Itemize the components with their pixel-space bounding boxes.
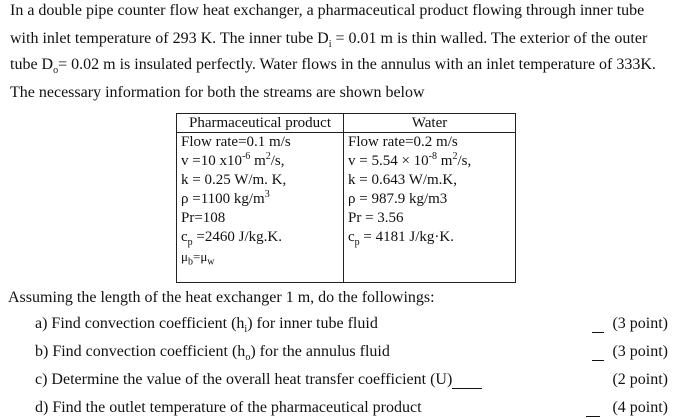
superscript: -6 (241, 151, 251, 162)
text: /s, (270, 153, 285, 169)
underline-mark (592, 360, 604, 361)
subscript: o (53, 65, 59, 77)
subscript: p (354, 237, 360, 248)
assumption-text: Assuming the length of the heat exchanger 1 m, do the followings: (8, 289, 435, 306)
question-a-points: (3 point) (612, 315, 668, 332)
text: c (181, 229, 188, 245)
statement-line-4: The necessary information for both the streams are shown below (10, 84, 425, 101)
text: ) for the annulus fluid (250, 343, 390, 360)
pharma-conductivity: k = 0.25 W/m. K, (181, 172, 287, 188)
question-b (35, 343, 390, 364)
question-b-points: (3 point) (612, 343, 668, 360)
statement-line-2 (10, 30, 648, 51)
text: =2460 J/kg.K. (192, 229, 282, 245)
pharma-density (177, 190, 343, 209)
water-header: Water (344, 114, 515, 133)
text: v =10 x10 (181, 153, 242, 169)
text: ρ =1100 kg/m (181, 191, 265, 207)
subscript: b (187, 256, 193, 268)
question-d-points: (4 point) (612, 399, 668, 416)
subscript: w (207, 256, 215, 268)
pharma-prandtl: Pr=108 (181, 210, 226, 226)
pharma-viscosity-ratio (177, 247, 343, 266)
statement-line-1: In a double pipe counter flow heat exchanger, a pharmaceutical product flowing through inner tube (10, 2, 645, 19)
statement-line-3 (10, 56, 656, 77)
water-flow-rate: Flow rate=0.2 m/s (348, 134, 458, 150)
water-prandtl: Pr = 3.56 (348, 210, 404, 226)
question-d: d) Find the outlet temperature of the pharmaceutical product (35, 399, 422, 416)
pharma-header: Pharmaceutical product (177, 114, 343, 133)
subscript: p (187, 237, 193, 248)
water-density: ρ = 987.9 kg/m3 (348, 191, 448, 207)
subscript: i (244, 324, 248, 336)
text: = 4181 J/kg·K. (359, 229, 454, 245)
text: b) Find convection coefficient (h (35, 343, 246, 360)
text: ) for inner tube fluid (247, 315, 378, 332)
subscript: i (328, 39, 332, 51)
underline-mark (586, 416, 600, 417)
text: with inlet temperature of 293 K. The inner tube D (10, 30, 329, 47)
superscript: 3 (264, 189, 270, 200)
text: /s, (457, 153, 472, 169)
text: μ (181, 249, 188, 264)
text: m (437, 153, 453, 169)
question-a (35, 315, 378, 336)
text: m (250, 153, 266, 169)
underline-mark (592, 332, 604, 333)
water-viscosity (344, 152, 515, 171)
text: = 0.02 m is insulated perfectly. Water flows in the annulus with an inlet temperature of 333K. (58, 56, 656, 73)
superscript: 2 (452, 151, 458, 162)
pharma-column (177, 114, 344, 282)
water-specific-heat (344, 228, 515, 247)
pharma-specific-heat (177, 228, 343, 247)
text: = 0.01 m is thin walled. The exterior of the outer (331, 30, 648, 47)
pharma-viscosity (177, 152, 343, 171)
pharma-flow-rate: Flow rate=0.1 m/s (181, 134, 291, 150)
underline-mark (452, 388, 482, 389)
text: a) Find convection coefficient (h (35, 315, 245, 332)
text: tube D (10, 56, 54, 73)
superscript: 2 (265, 151, 271, 162)
text: =μ (192, 249, 208, 264)
text: v = 5.54 × 10 (348, 153, 429, 169)
question-c: c) Determine the value of the overall heat transfer coefficient (U) (35, 371, 453, 388)
text: c (348, 229, 355, 245)
superscript: -8 (428, 151, 438, 162)
subscript: o (245, 352, 251, 364)
question-c-points: (2 point) (612, 371, 668, 388)
properties-table (176, 113, 516, 283)
water-conductivity: k = 0.643 W/m.K, (348, 172, 458, 188)
water-column (344, 114, 515, 282)
